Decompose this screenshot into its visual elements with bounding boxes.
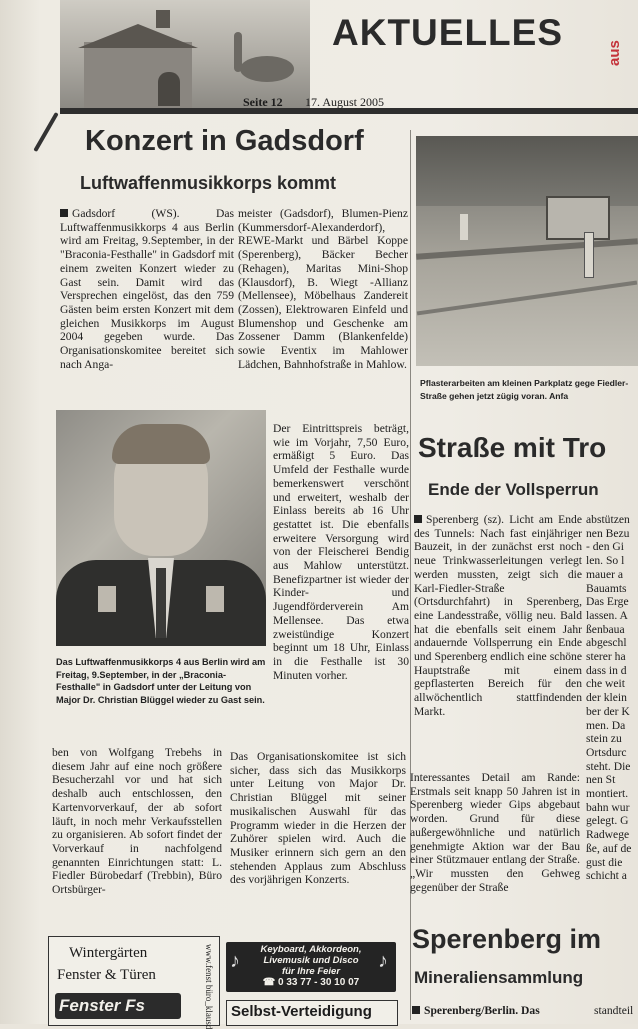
article3-title: Sperenberg im bbox=[412, 924, 602, 954]
music-note-icon: ♪ bbox=[378, 950, 388, 972]
article2-col2-line: nen St bbox=[586, 773, 616, 787]
ad-wintergarten-line2: Fenster & Türen bbox=[57, 967, 156, 983]
article2-col2-line: men. Da bbox=[586, 718, 626, 732]
article2-col2-line: schicht a bbox=[586, 869, 627, 883]
article-title: Konzert in Gadsdorf bbox=[85, 125, 364, 157]
article-body-col2-mid: Der Eintrittspreis beträgt, wie im Vorjahr, 7,50 Euro, ermäßigt 5 Euro. Das Umfeld der Festhalle wurde bemerkenswert verschönt und erweitert, weshalb der Einlass bereits ab 16 Uhr gestattet ist. Die ebenfalls erweitere Versorgung wird von der Fleischerei Bendig aus Mahlow unterstützt. Benefizpartner ist wieder der Kinder- und Jugendförderverein Am Mellensee. Das etwa zweistündige Konzert beginnt um 18 Uhr, Einlass in die Festhalle ist 30 Minuten vorher. bbox=[273, 422, 409, 682]
article2-col2-line: bahn wur bbox=[586, 800, 630, 814]
swan-illustration bbox=[230, 30, 300, 90]
article2-title: Straße mit Tro bbox=[418, 432, 607, 463]
article2-col2-line: che weit bbox=[586, 677, 625, 691]
article2-body-col1: Sperenberg (sz). Licht am Ende des Tunnels: Nach fast einjähriger Bauzeit, in der zunächst erst noch neue Trinkwasserleitungen verlegt werden mussten, zeigt sich die Karl-Fiedler-Straße (Ortsdurchfahrt) in Sperenberg, eine Landesstraße, völlig neu. Bald hat die ebenfalls seit einem Jahr andauernde Vollsperrung ein Ende und Sperenberg endlich eine schöne Hauptstraße mit einem gepflasterten Bereich für den allwöchentlich stattfindenden Markt. bbox=[414, 513, 582, 718]
article2-col2-line: abstützen bbox=[586, 513, 630, 526]
construction-photo bbox=[416, 136, 638, 366]
article2-col2-line: der klein bbox=[586, 691, 627, 705]
article-body-col2-top: meister (Gadsdorf), Blumen-Pienz (Kummersdorf-Alexanderdorf), REWE-Markt und Bärbel Koppe (Sperenberg), Bäcker Becher (Rehagen), Maritas Mini-Shop (Klausdorf), B. Wiegt -Allianz (Mellensee), Möbelhaus Zandereit (Zossen), Elektrowaren Einfeld und Blumenshop und Geschenke am Zossener Damm (Blankenfelde) sowie Eventix im Mahlower Lädchen, Bahnhofstraße in Mahlow. bbox=[238, 207, 408, 371]
article2-col2-line: lassen. A bbox=[586, 608, 628, 622]
house-illustration bbox=[78, 24, 196, 108]
ad-wintergarten[interactable] bbox=[48, 936, 220, 1026]
ad-music-phone: ☎ 0 33 77 - 30 10 07 bbox=[262, 977, 360, 988]
article2-col2-line: stein zu bbox=[586, 732, 622, 746]
article2-col2-line: - den Gi bbox=[586, 540, 624, 554]
article3-col2: standteil bbox=[594, 1004, 634, 1017]
article2-col2-line: abgeschl bbox=[586, 636, 627, 650]
ad-self-defense-text: Selbst-Verteidigung bbox=[231, 1003, 372, 1020]
article2-col2-line: gelegt. G bbox=[586, 814, 629, 828]
ad-music-line2: Livemusik und Disco bbox=[263, 955, 359, 966]
article2-col2-line: Bauamts bbox=[586, 581, 627, 595]
article2-body-col1b: Interessantes Detail am Rande: Erstmals seit knapp 50 Jahren ist in Sperenberg wieder Gips abgebaut worden. Grund für diese außergewöhnliche und natürlich genehmigte Aktion war der Bau einer Stützmauer entlang der Straße. „Wir mussten den Gehweg gegenüber der Straße bbox=[410, 771, 580, 894]
article2-col2-line: ber der K bbox=[586, 704, 630, 718]
bullet-marker bbox=[60, 209, 68, 217]
article-body-col2-bottom: Das Organisationskomitee ist sich sicher, dass sich das Musikkorps unter Leitung von Major Dr. Christian Blüggel mit seiner musikalischen Auswahl für das Programm wieder in die Herzen der Zuhörer spielen wird. Auch die Musiker erinnern sich gern an den stehenden Applaus zum Abschluss des vorjährigen Konzerts. bbox=[230, 750, 406, 887]
article2-col2-line: mauer a bbox=[586, 567, 624, 581]
article2-body-col2 bbox=[586, 513, 638, 883]
article2-col2-line: sterer ha bbox=[586, 650, 626, 664]
issue-date: 17. August 2005 bbox=[305, 95, 385, 109]
article2-col2-line: Ortsdurc bbox=[586, 745, 627, 759]
article3-lead: Sperenberg/Berlin. Das bbox=[412, 1004, 592, 1018]
article2-col2-line: steht. Die bbox=[586, 759, 631, 773]
article2-col2-line: Das Erge bbox=[586, 595, 629, 609]
music-note-icon: ♪ bbox=[230, 950, 240, 972]
ad-wintergarten-line1: Wintergärten bbox=[69, 945, 148, 961]
article2-col2-line: Radwege bbox=[586, 828, 630, 842]
construction-caption: Pflasterarbeiten am kleinen Parkplatz gege Fiedler-Straße gehen jetzt zügig voran. Anfa bbox=[420, 378, 629, 401]
ad-music-line3: für Ihre Feier bbox=[281, 966, 341, 977]
article3-subtitle: Mineraliensammlung bbox=[414, 968, 584, 987]
article2-col2-line: montiert. bbox=[586, 787, 629, 801]
section-title: AKTUELLES bbox=[332, 12, 563, 53]
article2-col2-line: nen Bezu bbox=[586, 526, 630, 540]
ad-wintergarten-brand: Fenster Fs bbox=[55, 993, 181, 1019]
ad-music-line1: Keyboard, Akkordeon, bbox=[260, 944, 362, 955]
article-body-col1-bottom: ben von Wolfgang Trebehs in diesem Jahr auf eine noch größere Besucherzahl vor und hat sich deshalb auch entschlossen, den Kartenvorverkauf, der ab sofort läuft, in noch mehr Verkaufsstellen zu organisieren. Ab sofort findet der Vorverkauf in nachfolgend genannten Einrichtungen statt: L. Fiedler Bürobedarf (Trebbin), Büro Ortsbürger- bbox=[52, 746, 222, 897]
article-body-col1-top: Gadsdorf (WS). Das Luftwaffenmusikkorps 4 aus Berlin wird am Freitag, 9.September, in der "Braconia-Festhalle" in Gadsdorf mit einem zweiten Konzert wieder zu Gast sein. Damit wird das Versprechen eingelöst, das den 759 Gästen beim ersten Konzert mit dem gleichen Musikkorps im August 2004 gegeben wurde. Das Organisationskomitee bereitet sich nach Anga- bbox=[60, 207, 234, 371]
masthead-photo bbox=[60, 0, 310, 108]
article2-col2-line: ße, auf de bbox=[586, 841, 632, 855]
portrait-photo bbox=[56, 410, 266, 646]
ad-wintergarten-side-text: www.fenst büro_klausd bbox=[204, 944, 214, 1029]
article2-col2-line: len. So l bbox=[586, 554, 625, 568]
article2-col2-line: ßenbaua bbox=[586, 622, 625, 636]
section-side-tag: aus bbox=[606, 40, 623, 66]
ad-music[interactable] bbox=[226, 942, 396, 992]
article2-subtitle: Ende der Vollsperrun bbox=[428, 480, 599, 499]
ad-self-defense[interactable] bbox=[226, 1000, 398, 1026]
article-subtitle: Luftwaffenmusikkorps kommt bbox=[80, 173, 337, 193]
page-number: Seite 12 bbox=[243, 95, 283, 109]
portrait-caption: Das Luftwaffenmusikkorps 4 aus Berlin wird am Freitag, 9.September, in der „Braconia-Festhalle" in Gadsdorf unter der Leitung von Major Dr. Christian Blüggel wieder zu Gast sein. bbox=[56, 657, 266, 705]
bullet-marker bbox=[414, 515, 422, 523]
article2-col2-line: gust die bbox=[586, 855, 623, 869]
bullet-marker bbox=[412, 1006, 420, 1014]
article2-col2-line: dass in d bbox=[586, 663, 627, 677]
